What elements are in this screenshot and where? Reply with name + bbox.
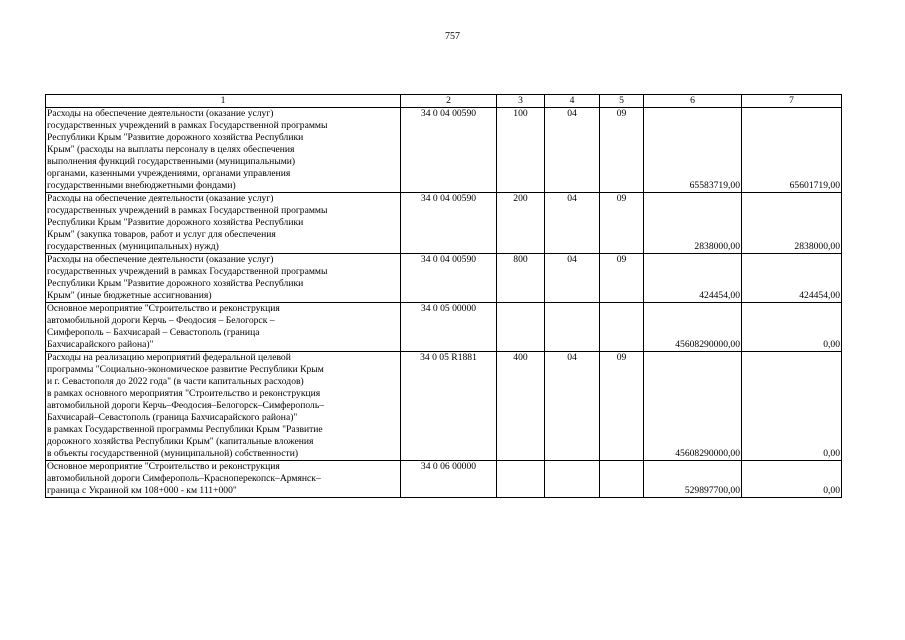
row-description [46, 303, 401, 352]
amount-year-1: 529897700,00 [644, 461, 742, 498]
description-line: в рамках основного мероприятия "Строительство и реконструкция [47, 388, 321, 399]
amount-year-2: 0,00 [742, 352, 842, 461]
row-description [46, 461, 401, 498]
description-line: государственных учреждений в рамках Государственной программы [47, 120, 328, 131]
expense-type [497, 461, 545, 498]
subsection [600, 461, 644, 498]
description-line: Основное мероприятие "Строительство и реконструкция [47, 461, 280, 472]
subsection: 09 [600, 352, 644, 461]
classification-code: 34 0 06 00000 [401, 461, 497, 498]
description-line: Республики Крым "Развитие дорожного хозяйства Республики [47, 278, 304, 289]
expense-type: 200 [497, 193, 545, 254]
description-line: государственными внебюджетными фондами) [47, 180, 236, 191]
table-row [46, 303, 842, 352]
description-line: Расходы на обеспечение деятельности (оказание услуг) [47, 108, 274, 119]
header-cell: 7 [742, 95, 842, 108]
row-description [46, 254, 401, 303]
amount-year-2: 0,00 [742, 303, 842, 352]
description-line: в рамках Государственной программы Республики Крым "Развитие [47, 424, 323, 435]
description-line: автомобильной дороги Керчь–Феодосия–Белогорск–Симферополь– [47, 400, 324, 411]
table-row [46, 352, 842, 461]
row-description [46, 108, 401, 193]
section [545, 303, 600, 352]
subsection: 09 [600, 193, 644, 254]
header-cell: 6 [644, 95, 742, 108]
description-line: выполнения функций государственными (муниципальными) [47, 156, 296, 167]
budget-table [45, 94, 842, 498]
description-line: Расходы на обеспечение деятельности (оказание услуг) [47, 193, 274, 204]
expense-type: 400 [497, 352, 545, 461]
amount-year-2: 0,00 [742, 461, 842, 498]
description-line: дорожного хозяйства Республики Крым" (капитальные вложения [47, 436, 314, 447]
subsection [600, 303, 644, 352]
expense-type: 100 [497, 108, 545, 193]
table-row [46, 254, 842, 303]
section: 04 [545, 352, 600, 461]
description-line: Основное мероприятие "Строительство и реконструкция [47, 303, 280, 314]
header-cell: 3 [497, 95, 545, 108]
section: 04 [545, 108, 600, 193]
subsection: 09 [600, 254, 644, 303]
expense-type: 800 [497, 254, 545, 303]
header-cell: 1 [46, 95, 401, 108]
row-description [46, 352, 401, 461]
classification-code: 34 0 05 R1881 [401, 352, 497, 461]
description-line: автомобильной дороги Керчь – Феодосия – Белогорск – [47, 315, 275, 326]
description-line: органами, казенными учреждениями, органами управления [47, 168, 291, 179]
section: 04 [545, 254, 600, 303]
description-line: государственных учреждений в рамках Государственной программы [47, 266, 328, 277]
description-line: в объекты государственной (муниципальной) собственности) [47, 448, 299, 459]
description-line: Крым" (закупка товаров, работ и услуг для обеспечения [47, 229, 276, 240]
amount-year-1: 424454,00 [644, 254, 742, 303]
classification-code: 34 0 04 00590 [401, 193, 497, 254]
description-line: государственных (муниципальных) нужд) [47, 241, 219, 252]
subsection: 09 [600, 108, 644, 193]
section [545, 461, 600, 498]
description-line: граница с Украиной км 108+000 - км 111+000" [47, 485, 237, 496]
table-row [46, 461, 842, 498]
description-line: Симферополь – Бахчисарай – Севастополь (граница [47, 327, 260, 338]
description-line: Расходы на обеспечение деятельности (оказание услуг) [47, 254, 274, 265]
amount-year-1: 45608290000,00 [644, 352, 742, 461]
description-line: Бахчисарай–Севастополь (граница Бахчисарайского района)" [47, 412, 298, 423]
amount-year-1: 65583719,00 [644, 108, 742, 193]
description-line: Республики Крым "Развитие дорожного хозяйства Республики [47, 217, 304, 228]
header-cell: 5 [600, 95, 644, 108]
description-line: государственных учреждений в рамках Государственной программы [47, 205, 328, 216]
header-row [46, 95, 842, 108]
header-cell: 4 [545, 95, 600, 108]
description-line: автомобильной дороги Симферополь–Красноперекопск–Армянск– [47, 473, 321, 484]
table-row [46, 108, 842, 193]
classification-code: 34 0 04 00590 [401, 254, 497, 303]
description-line: Расходы на реализацию мероприятий федеральной целевой [47, 352, 291, 363]
description-line: Крым" (расходы на выплаты персоналу в целях обеспечения [47, 144, 295, 155]
description-line: и г. Севастополя до 2022 года" (в части капитальных расходов) [47, 376, 304, 387]
row-description [46, 193, 401, 254]
section: 04 [545, 193, 600, 254]
description-line: программы "Социально-экономическое развитие Республики Крым [47, 364, 324, 375]
amount-year-1: 2838000,00 [644, 193, 742, 254]
classification-code: 34 0 04 00590 [401, 108, 497, 193]
header-cell: 2 [401, 95, 497, 108]
expense-type [497, 303, 545, 352]
table-row [46, 193, 842, 254]
amount-year-2: 424454,00 [742, 254, 842, 303]
description-line: Крым" (иные бюджетные ассигнования) [47, 290, 212, 301]
description-line: Бахчисарайского района)" [47, 339, 154, 350]
description-line: Республики Крым "Развитие дорожного хозяйства Республики [47, 132, 304, 143]
amount-year-1: 45608290000,00 [644, 303, 742, 352]
amount-year-2: 2838000,00 [742, 193, 842, 254]
classification-code: 34 0 05 00000 [401, 303, 497, 352]
page-number: 757 [445, 31, 460, 42]
amount-year-2: 65601719,00 [742, 108, 842, 193]
